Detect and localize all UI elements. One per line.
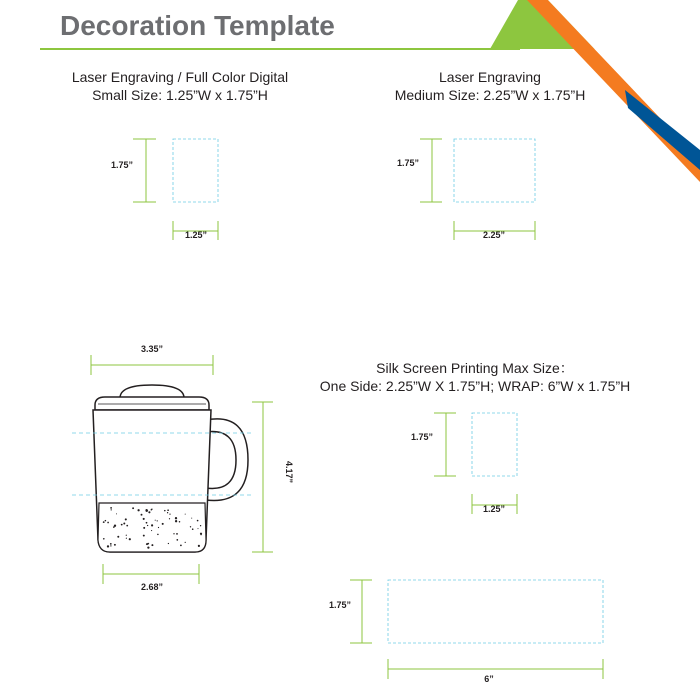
silk-one-side-template bbox=[411, 413, 517, 514]
speckle-dot bbox=[141, 514, 143, 516]
mug-height-label: 4.17” bbox=[284, 460, 294, 484]
speckle-dot bbox=[146, 522, 148, 524]
speckle-dot bbox=[143, 527, 145, 529]
speckle-dot bbox=[167, 512, 168, 513]
speckle-dot bbox=[175, 520, 177, 522]
mug-drawing bbox=[72, 344, 294, 592]
speckle-dot bbox=[148, 511, 150, 513]
speckle-dot bbox=[185, 514, 186, 515]
small-height-label: 1.75” bbox=[110, 160, 134, 170]
medium-template bbox=[397, 139, 535, 240]
speckle-dot bbox=[143, 518, 145, 520]
speckle-dot bbox=[147, 525, 148, 526]
speckle-dot bbox=[126, 535, 127, 536]
speckle-dot bbox=[169, 513, 170, 514]
speckle-dot bbox=[110, 543, 112, 545]
speckle-dot bbox=[173, 533, 174, 534]
speckle-dot bbox=[180, 545, 182, 547]
small-width-label: 1.25” bbox=[184, 230, 208, 240]
small-caption-line1: Laser Engraving / Full Color Digital bbox=[71, 69, 289, 85]
speckle-dot bbox=[114, 544, 116, 546]
small-template bbox=[111, 139, 218, 240]
speckle-dot bbox=[162, 523, 164, 525]
mug-bottom-width-label: 2.68” bbox=[140, 582, 164, 592]
medium-caption-line1: Laser Engraving bbox=[439, 69, 541, 85]
speckle-dot bbox=[155, 520, 156, 521]
speckle-dot bbox=[176, 533, 178, 535]
speckle-dot bbox=[110, 545, 111, 546]
medium-print-area bbox=[454, 139, 535, 202]
speckle-dot bbox=[179, 521, 181, 523]
speckle-dot bbox=[151, 530, 152, 531]
speckle-dot bbox=[137, 509, 139, 511]
speckle-dot bbox=[123, 523, 125, 525]
speckle-dot bbox=[185, 542, 186, 543]
speckle-dot bbox=[121, 524, 123, 526]
silk-one-side-print-area bbox=[472, 413, 517, 476]
silk-caption-line1: Silk Screen Printing Max Size： bbox=[376, 360, 574, 376]
silk-wrap-template bbox=[329, 580, 603, 684]
speckle-dot bbox=[126, 538, 127, 539]
mug-lid bbox=[95, 397, 209, 410]
speckle-dot bbox=[175, 517, 177, 519]
silk-wrap-print-area bbox=[388, 580, 603, 643]
silk-one-side-width-label: 1.25” bbox=[482, 504, 506, 514]
silk-one-side-height-label: 1.75” bbox=[410, 432, 434, 442]
speckle-dot bbox=[169, 518, 170, 519]
mug-top-width-label: 3.35” bbox=[140, 344, 164, 354]
speckle-dot bbox=[107, 522, 109, 524]
speckle-dot bbox=[198, 545, 200, 547]
page-title: Decoration Template bbox=[60, 10, 335, 41]
silk-wrap-width-label: 6” bbox=[484, 674, 494, 684]
speckle-dot bbox=[126, 525, 128, 527]
speckle-dot bbox=[145, 509, 147, 511]
speckle-dot bbox=[129, 538, 131, 540]
speckle-dot bbox=[192, 528, 194, 530]
speckle-dot bbox=[151, 544, 153, 546]
speckle-dot bbox=[197, 528, 198, 529]
speckle-dot bbox=[151, 509, 153, 511]
speckle-dot bbox=[125, 518, 127, 520]
speckle-dot bbox=[157, 520, 158, 521]
medium-caption-line2: Medium Size: 2.25”W x 1.75”H bbox=[394, 87, 586, 103]
speckle-dot bbox=[117, 536, 119, 538]
speckle-dot bbox=[147, 546, 149, 548]
speckle-dot bbox=[113, 526, 115, 528]
speckle-dot bbox=[146, 543, 148, 545]
mug-lid-knob bbox=[120, 385, 184, 398]
speckle-dot bbox=[103, 521, 105, 523]
speckle-dot bbox=[116, 513, 117, 514]
speckle-dot bbox=[200, 525, 201, 526]
speckle-dot bbox=[158, 527, 159, 528]
speckle-dot bbox=[168, 543, 169, 544]
silk-wrap-height-label: 1.75” bbox=[328, 600, 352, 610]
speckle-dot bbox=[105, 520, 107, 522]
medium-width-label: 2.25” bbox=[482, 230, 506, 240]
small-caption-line2: Small Size: 1.25”W x 1.75”H bbox=[92, 87, 268, 103]
speckle-dot bbox=[191, 518, 192, 519]
speckle-dot bbox=[164, 510, 166, 512]
speckle-dot bbox=[200, 534, 201, 535]
small-caption bbox=[40, 68, 320, 104]
speckle-dot bbox=[143, 535, 145, 537]
speckle-dot bbox=[132, 507, 134, 509]
speckle-dot bbox=[167, 509, 169, 511]
speckle-dot bbox=[176, 539, 178, 541]
speckle-dot bbox=[107, 545, 109, 547]
speckle-dot bbox=[151, 524, 153, 526]
medium-caption bbox=[345, 68, 635, 104]
medium-height-label: 1.75” bbox=[396, 158, 420, 168]
speckle-dot bbox=[197, 520, 199, 522]
speckle-dot bbox=[111, 509, 112, 510]
speckle-dot bbox=[110, 507, 112, 509]
speckle-dot bbox=[157, 534, 159, 536]
silk-caption-line2: One Side: 2.25”W X 1.75”H; WRAP: 6”W x 1.75”H bbox=[319, 378, 631, 394]
speckle-dot bbox=[190, 526, 191, 527]
silk-caption bbox=[290, 359, 660, 395]
small-print-area bbox=[173, 139, 218, 202]
speckle-dot bbox=[103, 538, 105, 540]
